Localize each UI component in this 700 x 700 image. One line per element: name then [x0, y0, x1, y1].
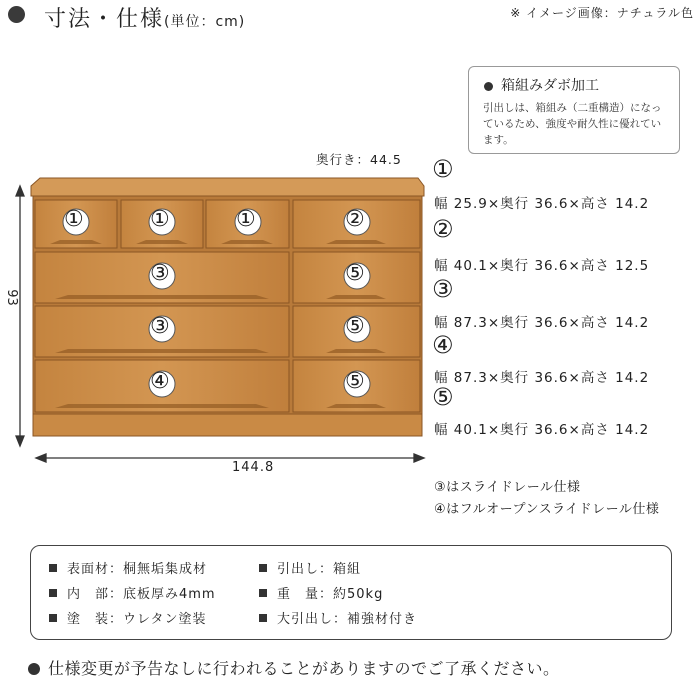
spec-3-number: ③	[432, 275, 454, 303]
drawer-label-5c: ⑤	[345, 369, 365, 394]
spec-3-text: 幅 87.3×奥行 36.6×高さ 14.2	[434, 315, 650, 331]
square-bullet-icon	[49, 589, 57, 597]
square-bullet-icon	[49, 564, 57, 572]
spec-weight: 重 量：約50kg	[259, 583, 383, 602]
footer-notice: 仕様変更が予告なしに行われることがありますのでご了承ください。	[48, 659, 560, 678]
page-title-main: 寸法・仕様	[44, 7, 165, 32]
drawer-label-3b: ③	[150, 314, 170, 339]
square-bullet-icon	[259, 564, 267, 572]
spec-2-text: 幅 40.1×奥行 36.6×高さ 12.5	[434, 258, 650, 274]
spec-1-text: 幅 25.9×奥行 36.6×高さ 14.2	[434, 196, 650, 212]
drawer-label-1c: ①	[236, 207, 256, 232]
width-dimension: 144.8	[232, 460, 275, 475]
callout-title: 箱組みダボ加工	[501, 78, 599, 94]
spec-interior: 内 部：底板厚み4mm	[49, 583, 216, 602]
drawer-label-3a: ③	[150, 261, 170, 286]
callout-bullet-icon	[484, 82, 493, 91]
height-dimension: 93	[3, 289, 19, 306]
square-bullet-icon	[259, 589, 267, 597]
spec-drawer: 引出し：箱組	[259, 558, 361, 577]
callout-body: 引出しは、箱組み（二重構造）になっているため、強度や耐久性に優れています。	[483, 102, 662, 146]
spec-2-number: ②	[432, 215, 454, 243]
drawer-label-4: ④	[150, 369, 170, 394]
depth-label: 奥行き：44.5	[316, 152, 402, 167]
note-full-open-rail: ④はフルオープンスライドレール仕様	[434, 502, 660, 517]
drawer-label-5b: ⑤	[345, 314, 365, 339]
spec-paint: 塗 装：ウレタン塗装	[49, 608, 206, 627]
dowel-callout	[468, 66, 680, 154]
square-bullet-icon	[49, 614, 57, 622]
spec-4-number: ④	[432, 331, 454, 359]
square-bullet-icon	[259, 614, 267, 622]
drawer-label-5a: ⑤	[345, 261, 365, 286]
note-slide-rail: ③はスライドレール仕様	[434, 480, 581, 495]
drawer-label-2: ②	[345, 207, 365, 232]
image-note: ※ イメージ画像：ナチュラル色	[510, 6, 694, 20]
spec-large-drawer: 大引出し：補強材付き	[259, 608, 417, 627]
spec-5-number: ⑤	[432, 383, 454, 411]
spec-1-number: ①	[432, 155, 454, 183]
drawer-label-1b: ①	[150, 207, 170, 232]
drawer-label-1a: ①	[64, 207, 84, 232]
specification-box	[30, 545, 672, 640]
chest-illustration	[0, 0, 440, 480]
footer-bullet-icon	[28, 663, 40, 675]
page-title-unit: (単位：cm)	[164, 14, 246, 30]
spec-4-text: 幅 87.3×奥行 36.6×高さ 14.2	[434, 370, 650, 386]
spec-surface: 表面材：桐無垢集成材	[49, 558, 207, 577]
spec-5-text: 幅 40.1×奥行 36.6×高さ 14.2	[434, 422, 650, 438]
